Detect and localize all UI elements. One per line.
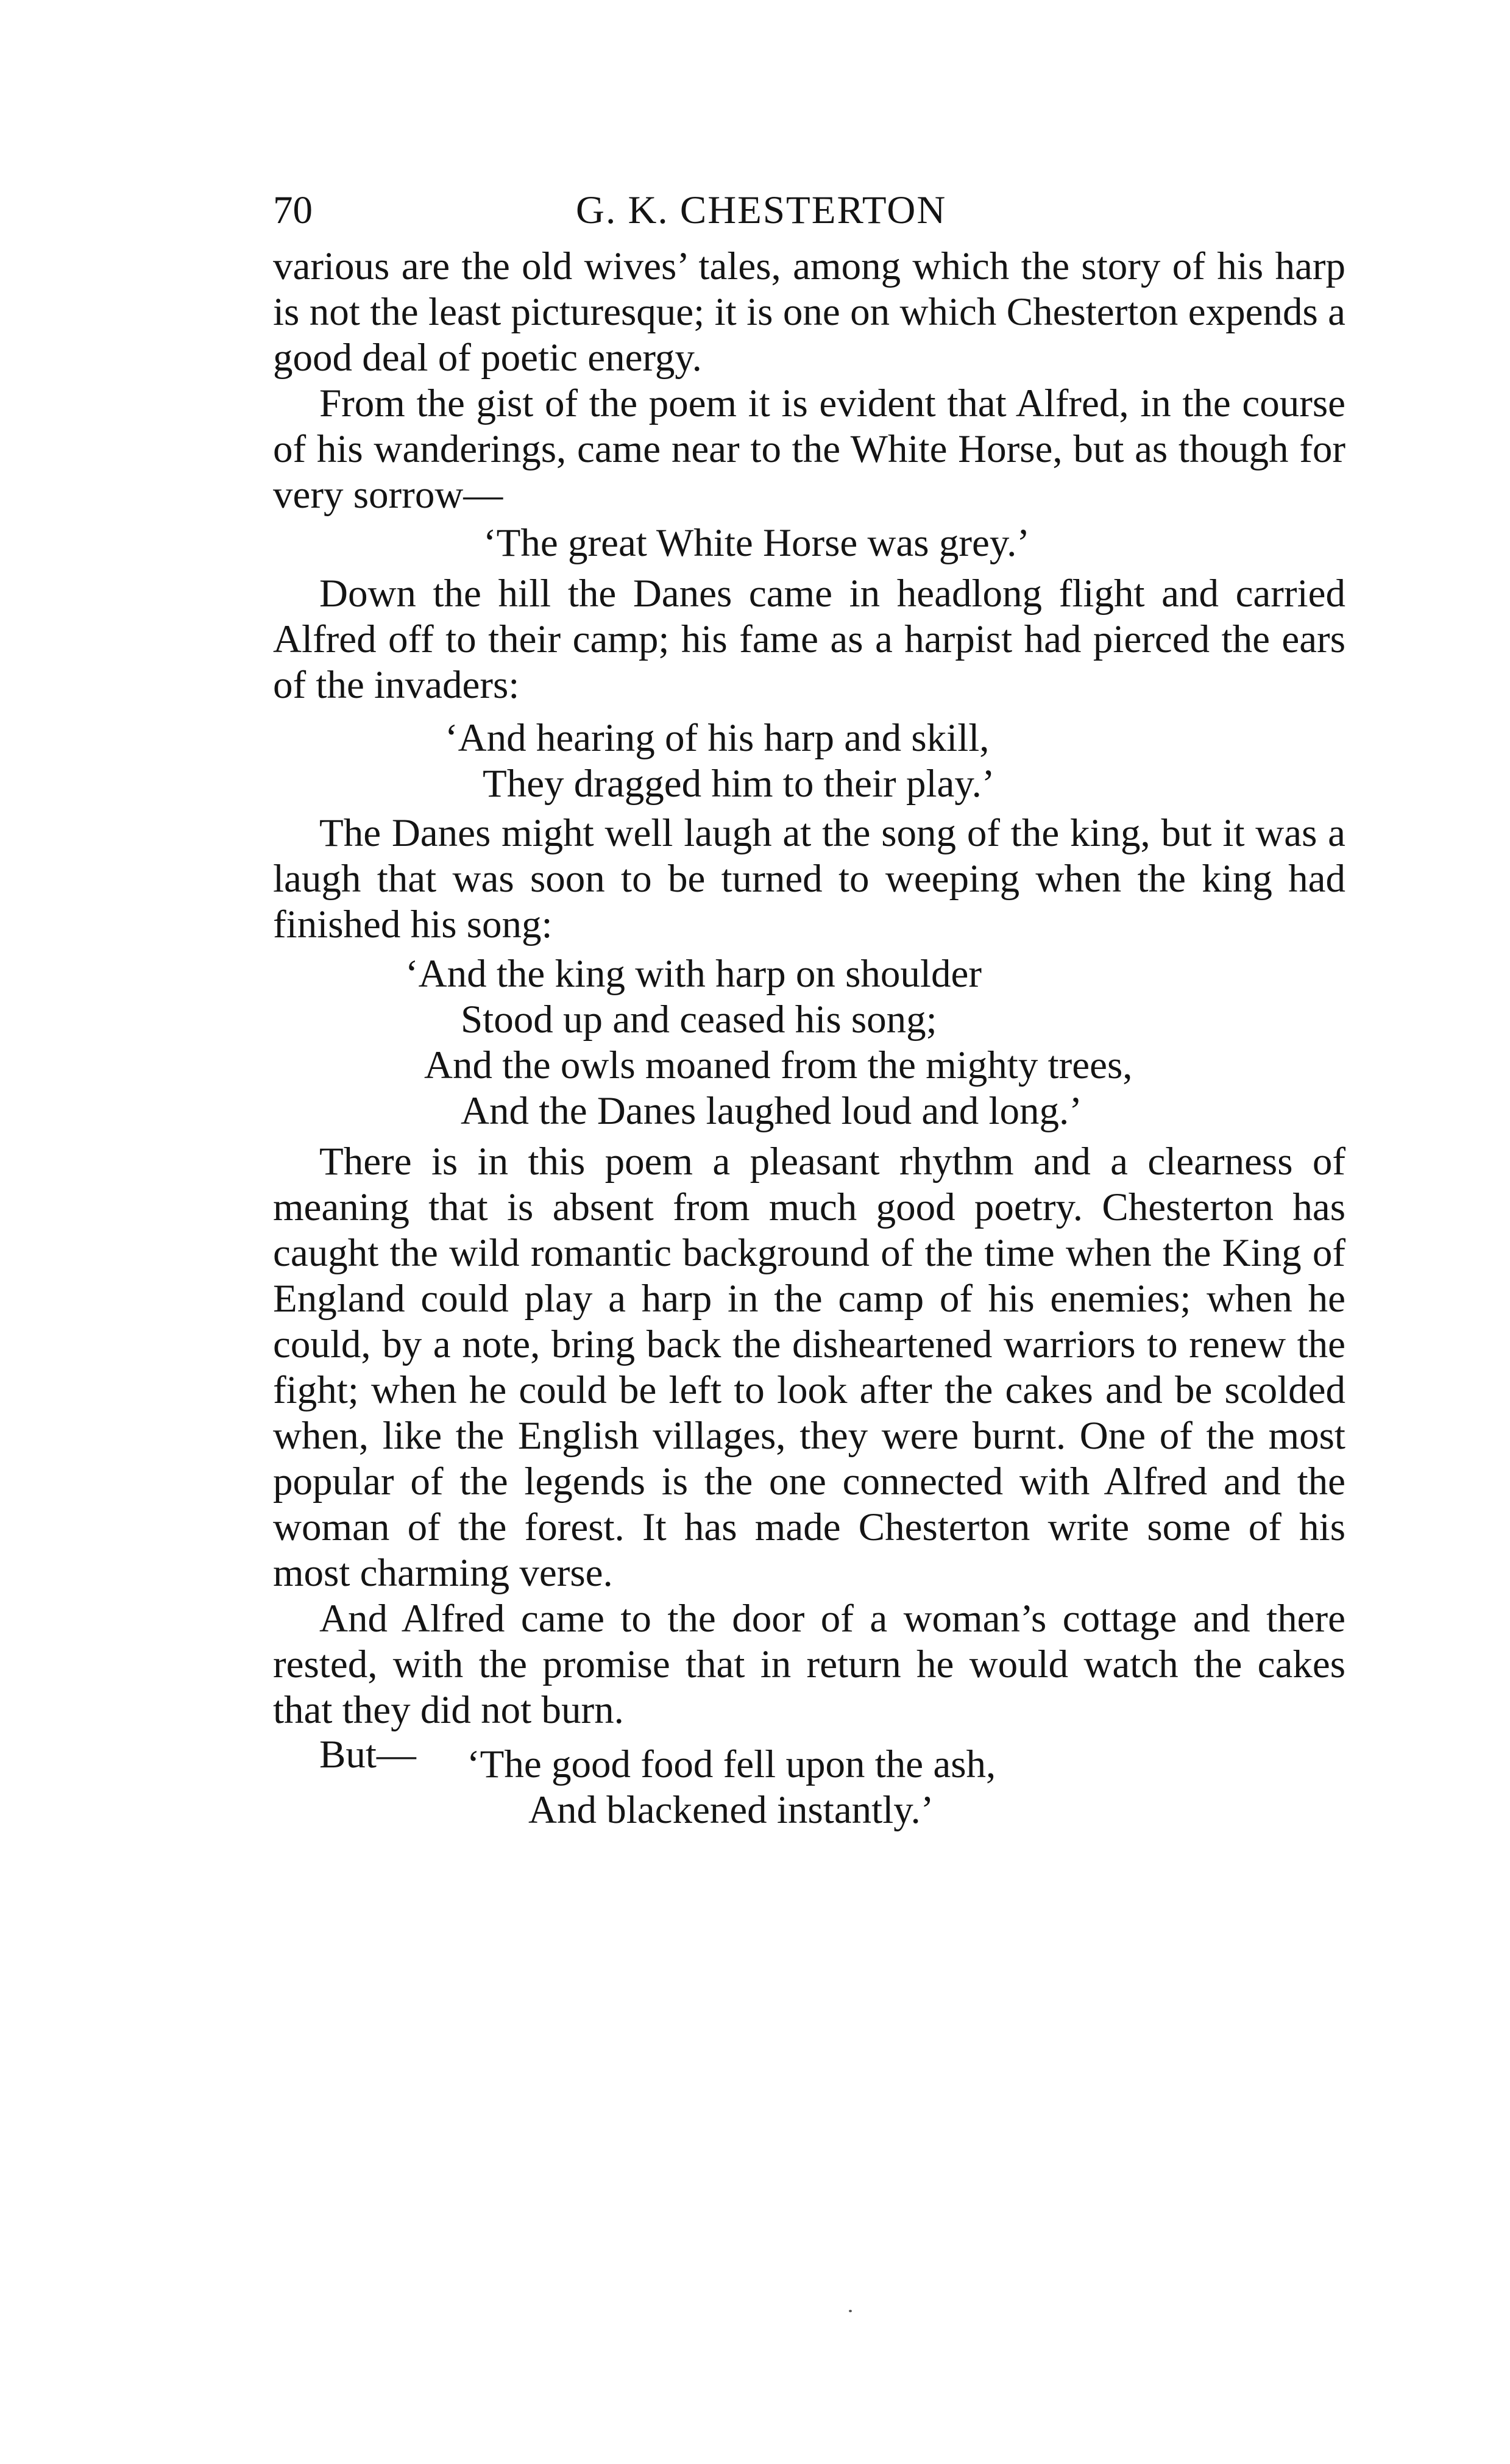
running-head: G. K. CHESTERTON [576,188,947,232]
paragraph-3: Down the hill the Danes came in headlong flight and carried Alfred off to their camp; his fame as a harpist had pierced the ears of the invaders: [273,572,1345,707]
paragraph-5: There is in this poem a pleasant rhythm and a clearness of meaning that is absent from much good poetry. Chesterton has caught the wild romantic background of the time when the King of England could play a harp in the camp of his enemies; when he could, by a note, bring back the disheartened warriors to renew the fight; when he could be left to look after the cakes and be scolded when, like the English villages, they were burnt. One of the most popular of the legends is the one connected with Alfred and the woman of the forest. It has made Chesterton write some of his most charming verse. [273,1140,1345,1595]
verse-1-line-1: ‘The great White Horse was grey.’ [483,521,1030,565]
paragraph-2: From the gist of the poem it is evident that Alfred, in the course of his wanderings, came near to the White Horse, but as though for very sorrow— [273,382,1345,517]
verse-4-prefix: But— [319,1733,416,1777]
paper-speck [849,2310,852,2312]
paragraph-6: And Alfred came to the door of a woman’s cottage and there rested, with the promise that in return he would watch the cakes that they did not burn. [273,1597,1345,1732]
verse-2-line-1: ‘And hearing of his harp and skill, [445,716,990,760]
verse-quote-2 [273,715,1345,807]
paragraph-1: various are the old wives’ tales, among which the story of his harp is not the least picturesque; it is one on which Chesterton expends a good deal of poetic energy. [273,244,1345,380]
book-page [273,177,1345,1832]
verse-quote-3 [273,951,1345,1134]
verse-4-line-2: And blackened instantly.’ [528,1788,934,1832]
verse-3-line-3: And the owls moaned from the mighty trees, [424,1043,1133,1087]
verse-quote-1 [273,520,1345,566]
page-number: 70 [273,188,313,232]
verse-quote-4 [273,1733,1345,1832]
verse-3-line-2: Stood up and ceased his song; [461,998,937,1042]
paragraph-4: The Danes might well laugh at the song of the king, but it was a laugh that was soon to be turned to weeping when the king had finished his song: [273,811,1345,946]
page-header [273,177,1345,244]
verse-3-line-4: And the Danes laughed loud and long.’ [461,1089,1082,1133]
verse-3-line-1: ‘And the king with harp on shoulder [405,952,982,996]
verse-4-line-1: ‘The good food fell upon the ash, [467,1742,996,1786]
verse-2-line-2: They dragged him to their play.’ [483,762,995,806]
